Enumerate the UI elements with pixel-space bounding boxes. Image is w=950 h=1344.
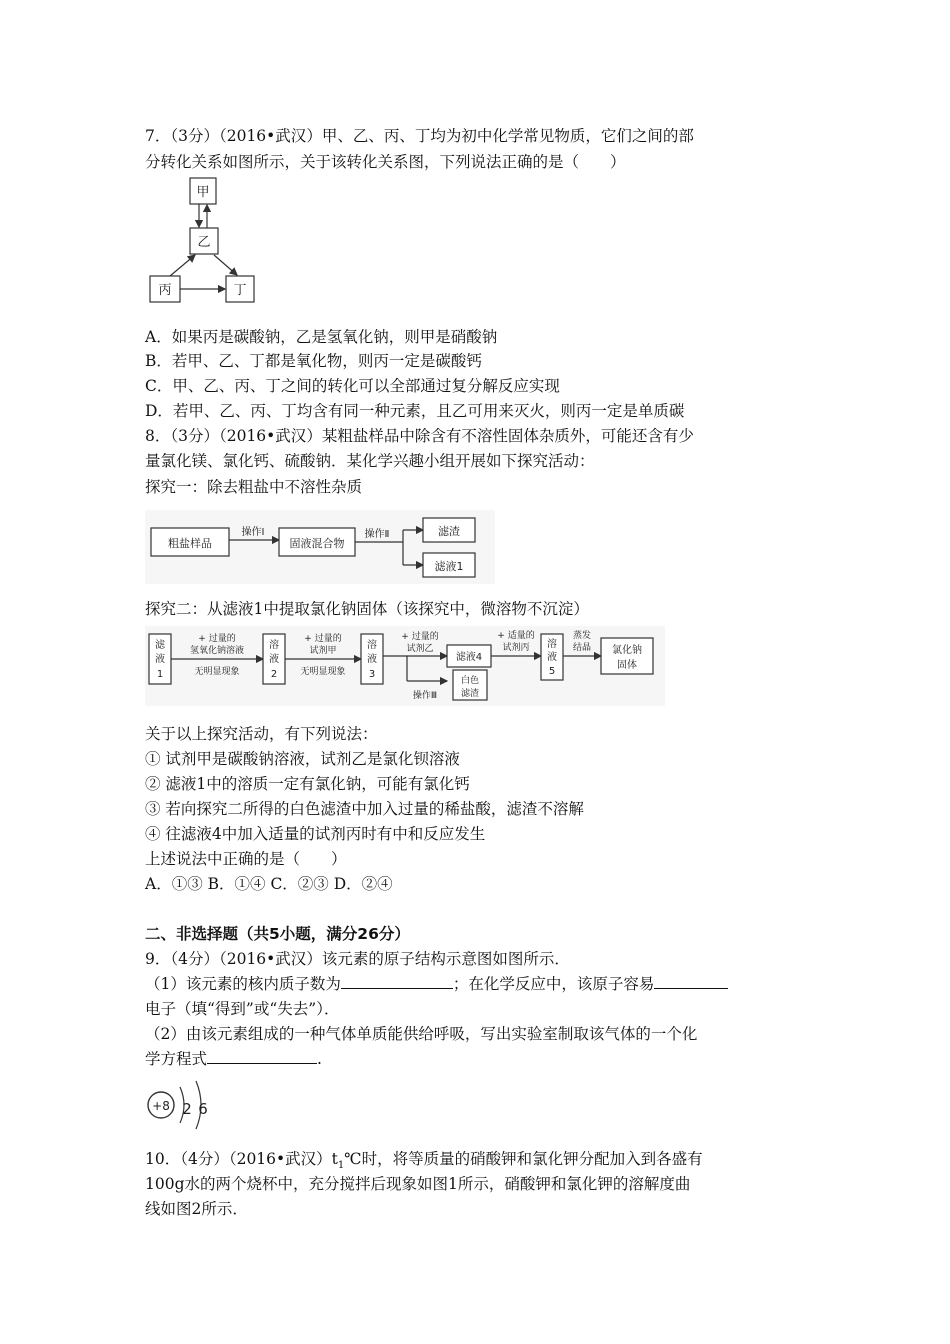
flow2-nacl-2: 固体 xyxy=(617,660,637,671)
q8-flow-one xyxy=(145,510,495,584)
q10-stem-line3: 线如图2所示． xyxy=(145,1200,248,1218)
q10-stem-line2: 100g水的两个烧杯中，充分搅拌后现象如图1所示，硝酸钾和氯化钾的溶解度曲 xyxy=(145,1175,691,1193)
q7-option-c: C．甲、乙、丙、丁之间的转化可以全部通过复分解反应实现 xyxy=(145,377,560,395)
q7-option-a: A．如果丙是碳酸钠，乙是氢氧化钠，则甲是硝酸钠 xyxy=(145,328,498,346)
flow2-s2-b: 试剂甲 xyxy=(309,646,337,656)
flow2-s5-b: 结晶 xyxy=(572,643,592,653)
node-yi-label: 乙 xyxy=(197,235,211,250)
q7-option-b: B．若甲、乙、丁都是氧化物，则丙一定是碳酸钙 xyxy=(145,352,482,370)
q7-stem-line2: 分转化关系如图所示，关于该转化关系图，下列说法正确的是（ ） xyxy=(145,153,626,171)
q9-part1-line xyxy=(145,974,728,994)
flow2-f1-b: 液 xyxy=(155,654,165,665)
flow2-white-1: 白色 xyxy=(460,676,480,686)
node-bing-label: 丙 xyxy=(158,283,172,298)
flow2-f4: 滤液4 xyxy=(455,652,483,663)
q8-options: A．①③ B．①④ C．②③ D．②④ xyxy=(145,875,393,893)
q9-stem: 9．（4分）（2016•武汉）该元素的原子结构示意图如图所示． xyxy=(145,950,570,968)
flow2-f2-b: 液 xyxy=(269,654,279,665)
flow2-f3-a: 溶 xyxy=(367,640,377,651)
atom-nucleus: +8 xyxy=(152,1099,170,1113)
q7-option-d: D．若甲、乙、丙、丁均含有同一种元素，且乙可用来灭火，则丙一定是单质碳 xyxy=(145,402,685,420)
flow2-s4-a: + 适量的 xyxy=(497,631,535,641)
flow1-sample: 粗盐样品 xyxy=(168,537,212,550)
flow2-s4-b: 试剂丙 xyxy=(502,643,530,653)
q9-part1-text-b: ；在化学反应中，该原子容易 xyxy=(452,975,655,993)
atom-shell-1: 2 xyxy=(182,1100,192,1118)
flow2-f5-a: 溶 xyxy=(547,639,557,650)
flow2-white-2: 滤渣 xyxy=(460,689,480,699)
q8-explore-two: 探究二：从滤液1中提取氯化钠固体（该探究中，微溶物不沉淀） xyxy=(145,600,589,618)
flow2-f2-c: 2 xyxy=(270,669,278,680)
q8-explore-one: 探究一：除去粗盐中不溶性杂质 xyxy=(145,478,363,496)
atom-shell-2: 6 xyxy=(198,1100,208,1118)
flow2-s3-b: 试剂乙 xyxy=(406,644,434,654)
flow2-s2-a: + 过量的 xyxy=(304,634,342,644)
q9-blank-electrons[interactable] xyxy=(654,974,728,989)
flow1-filtrate: 滤液1 xyxy=(434,560,464,573)
atom-structure-diagram xyxy=(144,1077,216,1135)
flow2-f3-c: 3 xyxy=(368,669,376,680)
flow2-f3-b: 液 xyxy=(367,654,377,665)
section-heading: 二、非选择题（共5小题，满分26分） xyxy=(145,925,410,943)
q9-part2-text: 学方程式 xyxy=(145,1050,208,1068)
q7-relation-diagram xyxy=(142,172,262,306)
q8-flow-two xyxy=(145,626,665,706)
q8-question: 上述说法中正确的是（ ） xyxy=(145,850,347,868)
flow1-op2: 操作Ⅱ xyxy=(364,529,390,540)
arrow-bing-yi xyxy=(170,255,195,276)
flow2-s2-c: 无明显现象 xyxy=(300,667,346,677)
q9-blank-equation[interactable] xyxy=(207,1049,317,1064)
q9-part2-line: （2）由该元素组成的一种气体单质能供给呼吸，写出实验室制取该气体的一个化 xyxy=(145,1025,698,1043)
q7-stem-line1: 7．（3分）（2016•武汉）甲、乙、丙、丁均为初中化学常见物质，它们之间的部 xyxy=(145,127,694,145)
flow1-op1: 操作Ⅰ xyxy=(241,527,265,538)
flow2-f5-c: 5 xyxy=(548,666,556,677)
q8-statement-3: ③ 若向探究二所得的白色滤渣中加入过量的稀盐酸，滤渣不溶解 xyxy=(145,800,584,818)
q9-part2-period: . xyxy=(317,1050,322,1068)
flow1-mix: 固液混合物 xyxy=(289,537,345,550)
q8-statement-1: ① 试剂甲是碳酸钠溶液，试剂乙是氯化钡溶液 xyxy=(145,750,460,768)
q9-part1-line2: 电子（填“得到”或“失去”）． xyxy=(145,1000,340,1018)
q8-stem-line2: 量氯化镁、氯化钙、硫酸钠．某化学兴趣小组开展如下探究活动： xyxy=(145,452,595,470)
arrow-yi-ding xyxy=(214,255,237,275)
flow2-s3-c: 操作Ⅲ xyxy=(412,691,438,701)
flow2-s1-a: + 过量的 xyxy=(198,634,236,644)
flow2-f2-a: 溶 xyxy=(269,640,279,651)
q10-subscript: 1 xyxy=(337,1160,345,1172)
node-jia-label: 甲 xyxy=(196,185,210,200)
flow1-residue: 滤渣 xyxy=(438,525,460,538)
flow2-s1-c: 无明显现象 xyxy=(194,667,240,677)
node-ding-label: 丁 xyxy=(233,283,247,298)
q10-text-a: 10．（4分）（2016•武汉）t xyxy=(145,1150,338,1168)
q9-part2-line2 xyxy=(145,1049,322,1069)
q8-stem-line1: 8．（3分）（2016•武汉）某粗盐样品中除含有不溶性固体杂质外，可能还含有少 xyxy=(145,427,694,445)
q9-part1-text-a: （1）该元素的核内质子数为 xyxy=(145,975,341,993)
flow2-nacl-1: 氯化钠 xyxy=(612,645,642,656)
q8-about: 关于以上探究活动，有下列说法： xyxy=(145,725,378,743)
flow2-s1-b: 氢氧化钠溶液 xyxy=(189,646,245,656)
flow2-f1-c: 1 xyxy=(156,669,164,680)
q8-statement-4: ④ 往滤液4中加入适量的试剂丙时有中和反应发生 xyxy=(145,825,486,843)
q9-blank-protons[interactable] xyxy=(341,974,453,989)
q10-text-b: ℃时，将等质量的硝酸钾和氯化钾分配加入到各盛有 xyxy=(344,1150,703,1168)
flow2-s3-a: + 过量的 xyxy=(401,632,439,642)
flow2-s5-a: 蒸发 xyxy=(572,631,592,641)
q10-stem-line1 xyxy=(145,1149,703,1176)
flow2-f1-a: 滤 xyxy=(155,640,165,651)
q8-statement-2: ② 滤液1中的溶质一定有氯化钠，可能有氯化钙 xyxy=(145,775,470,793)
flow2-f5-b: 液 xyxy=(547,652,557,663)
